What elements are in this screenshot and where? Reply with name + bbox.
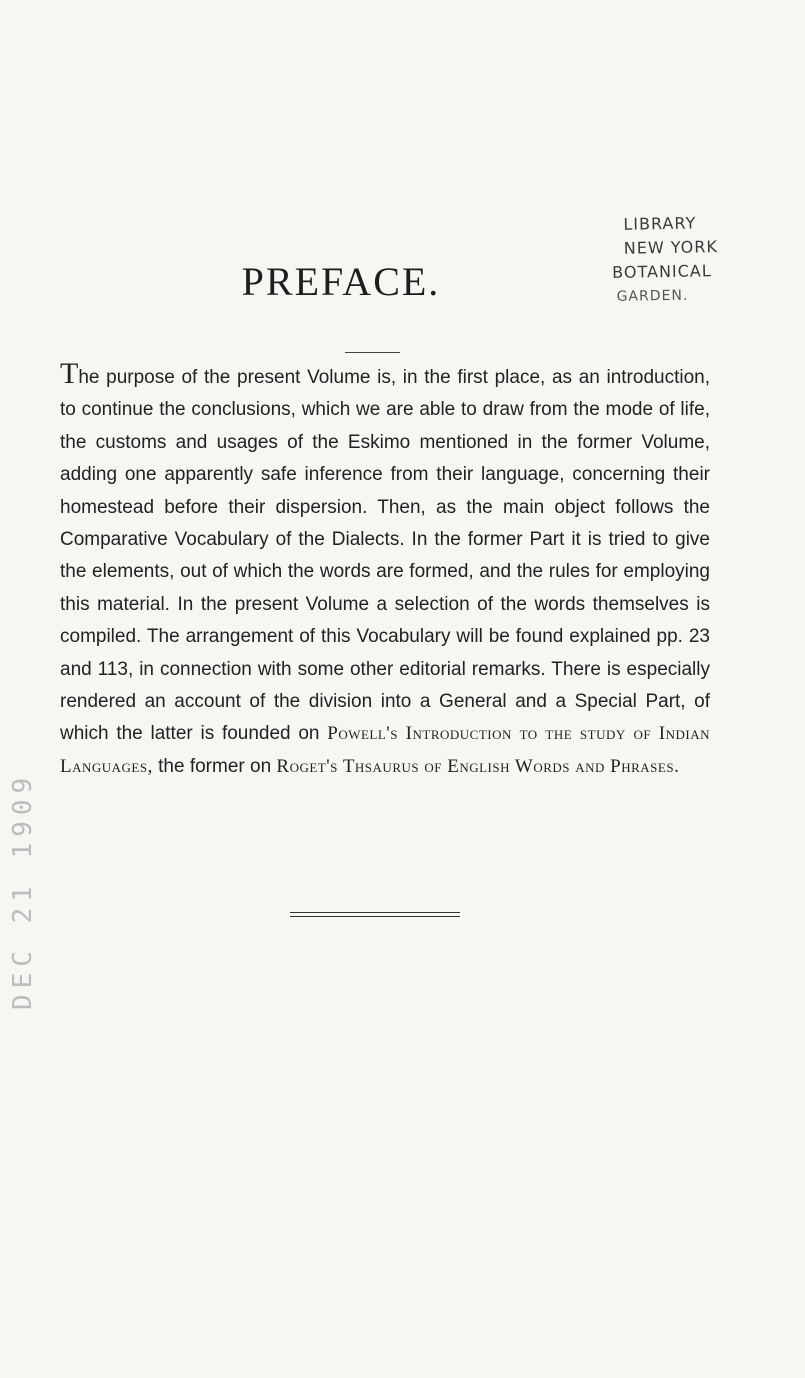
- stamp-line-library: LIBRARY: [623, 213, 697, 234]
- stamp-line-botanical: BOTANICAL: [612, 261, 712, 282]
- stamp-line-garden: GARDEN.: [616, 287, 689, 305]
- accession-number: DEC 21 1909: [8, 771, 38, 1010]
- preface-paragraph: [60, 357, 710, 783]
- reference-roget: Roget's Thsaurus of English Words and Phrases.: [276, 755, 680, 777]
- drop-cap: T: [60, 357, 79, 390]
- reference-powell: Powell's Introduction to the study of Indian Languages,: [60, 723, 710, 777]
- page-title: PREFACE.: [241, 259, 441, 304]
- paragraph-text: he purpose of the present Volume is, in the first place, as an introduction, to continue the conclusions, which we are able to draw from the mode of life, the customs and usages of the Eskimo mentioned in the former Volume, adding one apparently safe inference from their language, concerning their homestead before their dispersion. Then, as the main object follows the Comparative Vocabulary of the Dialects. In the former Part it is tried to give the elements, out of which the words are formed, and the rules for employing this material. In the present Volume a selection of the words themselves is compiled. The arrangement of this Vocabulary will be found explained pp. 23 and 113, in connection with some other editorial remarks. There is especially rendered an account of the division into a General and a Special Part, of which the latter is founded on: [60, 367, 710, 745]
- stamp-line-new-york: NEW YORK: [623, 237, 719, 258]
- title-rule: [345, 352, 400, 353]
- paragraph-text-middle: the former on: [152, 755, 277, 777]
- closing-double-rule: [290, 912, 460, 917]
- accession-stamp: [8, 771, 48, 1020]
- preface-body: [60, 357, 710, 783]
